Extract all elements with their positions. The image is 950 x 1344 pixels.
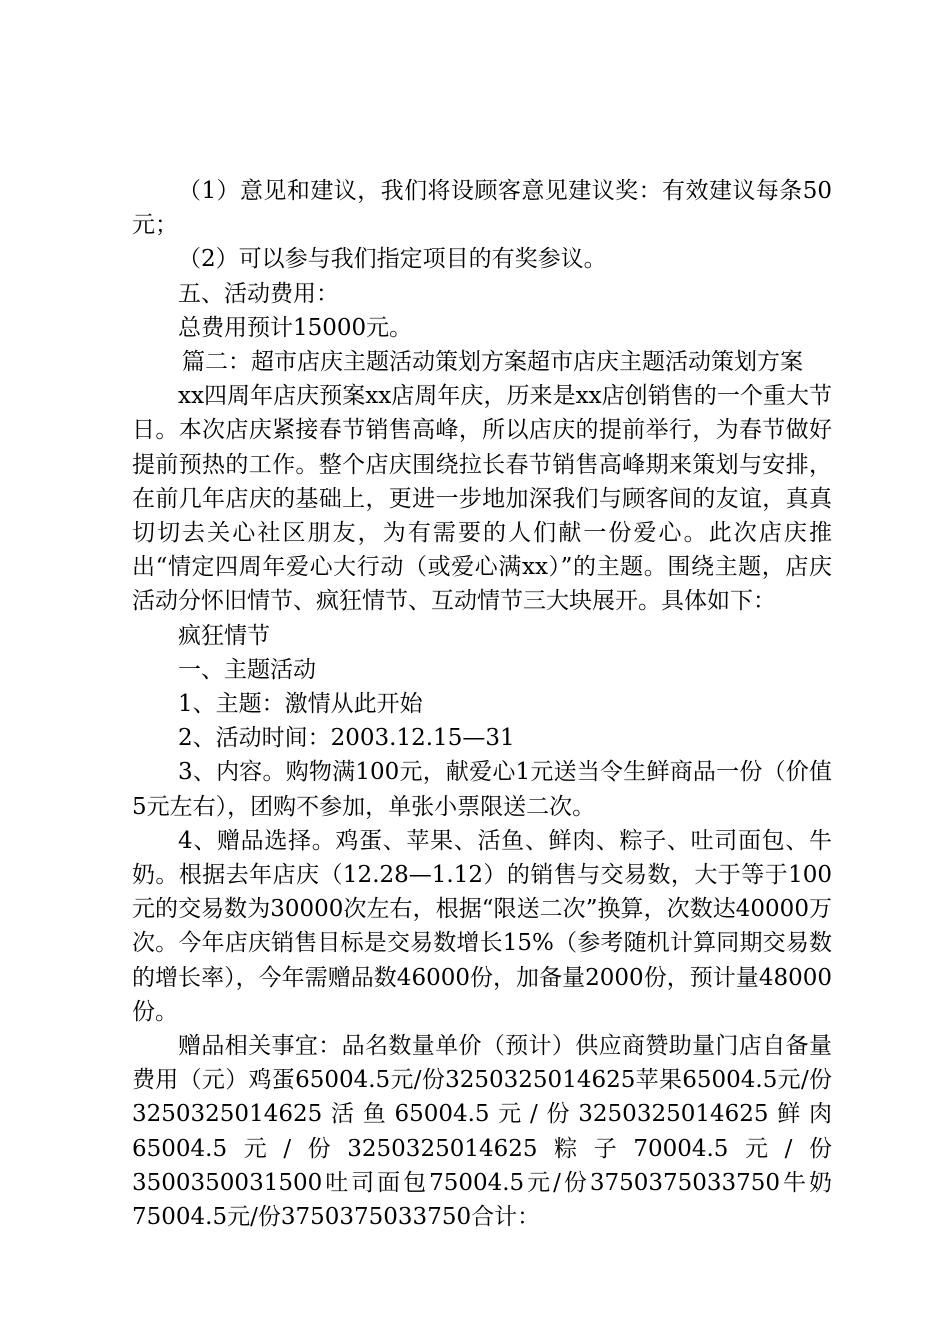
- paragraph-suggestion-reward: （1）意见和建议，我们将设顾客意见建议奖：有效建议每条50元；: [132, 178, 832, 239]
- paragraph-prize-consultation: （2）可以参与我们指定项目的有奖参议。: [178, 246, 607, 273]
- paragraph-gift-selection: 4、赠品选择。鸡蛋、苹果、活鱼、鲜肉、粽子、吐司面包、牛奶。根据去年店庆（12.28—1.12）的销售与交易数，大于等于100元的交易数为30000次左右，根据“限送二次”换算，次数达40000万次。今年店庆销售目标是交易数增长15%（参考随机计算同期交易数的增长率），今年需赠品数46000份，加备量2000份，预计量48000份。: [132, 827, 832, 1025]
- section-heading-crazy-plot: 疯狂情节: [178, 622, 270, 649]
- section-heading-activity-cost: 五、活动费用：: [178, 280, 339, 307]
- paragraph-anniversary-intro: xx四周年店庆预案xx店周年庆，历来是xx店创销售的一个重大节日。本次店庆紧接春节销售高峰，所以店庆的提前举行，为春节做好提前预热的工作。整个店庆围绕拉长春节销售高峰期来策划与安排，在前几年店庆的基础上，更进一步地加深我们与顾客间的友谊，真真切切去关心社区朋友，为有需要的人们献一份爱心。此次店庆推出“情定四周年爱心大行动（或爱心满xx）”的主题。围绕主题，店庆活动分怀旧情节、疯狂情节、互动情节三大块展开。具体如下：: [132, 383, 832, 615]
- document-page: [132, 174, 832, 1234]
- paragraph-content: 3、内容。购物满100元，献爱心1元送当令生鲜商品一份（价值5元左右），团购不参加，单张小票限送二次。: [132, 759, 832, 820]
- chapter-title: 篇二：超市店庆主题活动策划方案超市店庆主题活动策划方案: [182, 349, 803, 376]
- paragraph-activity-time: 2、活动时间：2003.12.15—31: [178, 725, 515, 752]
- paragraph-gift-details: 赠品相关事宜：品名数量单价（预计）供应商赞助量门店自备量费用（元）鸡蛋65004.5元/份3250325014625苹果65004.5元/份3250325014625活鱼65004.5元/份3250325014625鲜肉65004.5元/份3250325014625粽子70004.5元/份3500350031500吐司面包75004.5元/份3750375033750牛奶75004.5元/份3750375033750合计：: [132, 1033, 832, 1231]
- paragraph-total-cost: 总费用预计15000元。: [178, 314, 413, 341]
- section-heading-theme-activity: 一、主题活动: [178, 656, 316, 683]
- paragraph-theme: 1、主题：激情从此开始: [178, 691, 423, 718]
